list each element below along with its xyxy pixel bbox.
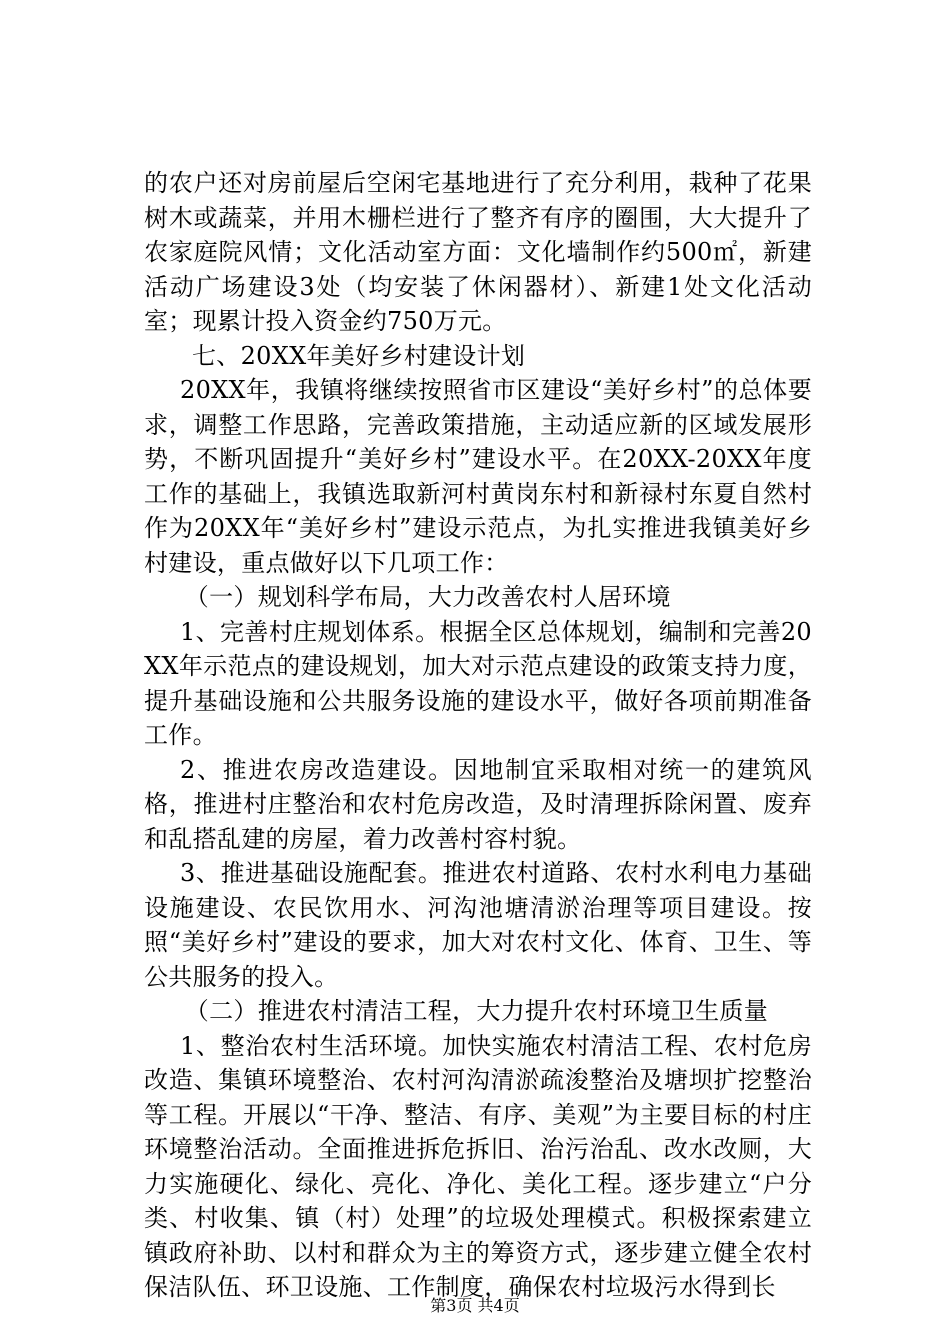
page-number-footer: 第3页 共4页: [430, 1296, 520, 1315]
paragraph-item-environment: 1、整治农村生活环境。加快实施农村清洁工程、农村危房改造、集镇环境整治、农村河沟清淤疏浚整治及塘坝扩挖整治等工程。开展以“干净、整洁、有序、美观”为主要目标的村庄环境整治活动。全面推进拆危拆旧、治污治乱、改水改厕，大力实施硬化、绿化、亮化、净化、美化工程。逐步建立“户分类、村收集、镇（村）处理”的垃圾处理模式。积极探索建立镇政府补助、以村和群众为主的筹资方式，逐步建立健全农村保洁队伍、环卫设施、工作制度，确保农村垃圾污水得到长: [144, 1031, 812, 1301]
subsection-heading-2: （二）推进农村清洁工程，大力提升农村环境卫生质量: [184, 997, 768, 1025]
paragraph-item-housing: 2、推进农房改造建设。因地制宜采取相对统一的建筑风格，推进村庄整治和农村危房改造，及时清理拆除闲置、废弃和乱搭乱建的房屋，着力改善村容村貌。: [144, 755, 812, 853]
document-body: [144, 166, 812, 1305]
paragraph-item-infrastructure: 3、推进基础设施配套。推进农村道路、农村水利电力基础设施建设、农民饮用水、河沟池塘清淤治理等项目建设。按照“美好乡村”建设的要求，加大对农村文化、体育、卫生、等公共服务的投入。: [144, 859, 812, 991]
section-heading-plan: 七、20XX年美好乡村建设计划: [192, 341, 526, 370]
paragraph-plan-overview: 20XX年，我镇将继续按照省市区建设“美好乡村”的总体要求，调整工作思路，完善政策措施，主动适应新的区域发展形势，不断巩固提升“美好乡村”建设水平。在20XX-20XX年度工作的基础上，我镇选取新河村黄岗东村和新禄村东夏自然村作为20XX年“美好乡村”建设示范点，为扎实推进我镇美好乡村建设，重点做好以下几项工作：: [144, 376, 812, 577]
paragraph-continued-intro: 的农户还对房前屋后空闲宅基地进行了充分利用，栽种了花果树木或蔬菜，并用木栅栏进行了整齐有序的圈围，大大提升了农家庭院风情；文化活动室方面：文化墙制作约500㎡，新建活动广场建设3处（均安装了休闲器材）、新建1处文化活动室；现累计投入资金约750万元。: [144, 169, 812, 335]
paragraph-item-planning: 1、完善村庄规划体系。根据全区总体规划，编制和完善20XX年示范点的建设规划，加大对示范点建设的政策支持力度，提升基础设施和公共服务设施的建设水平，做好各项前期准备工作。: [144, 617, 812, 749]
subsection-heading-1: （一）规划科学布局，大力改善农村人居环境: [184, 583, 671, 611]
